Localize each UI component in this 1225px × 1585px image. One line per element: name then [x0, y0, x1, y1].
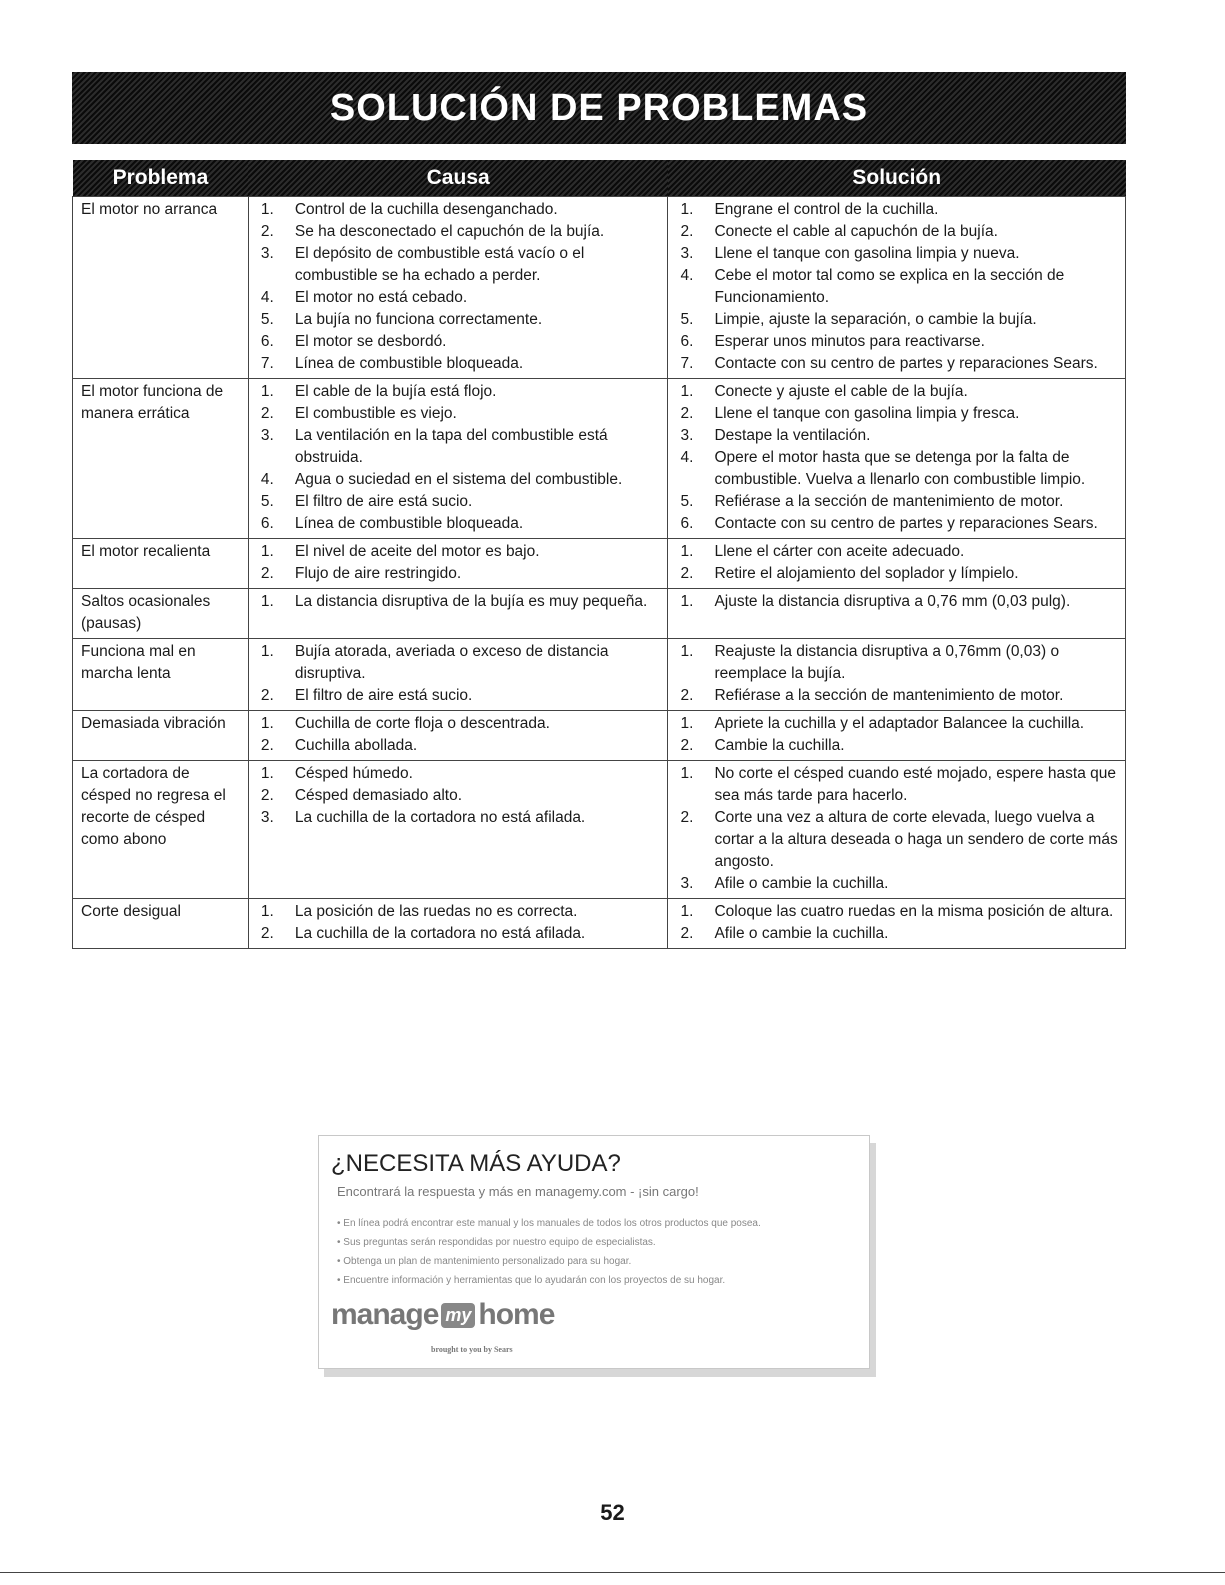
item-number: 7. [260, 355, 274, 372]
page-title: SOLUCIÓN DE PROBLEMAS [329, 86, 869, 129]
item-text: Flujo de aire restringido. [294, 565, 462, 582]
solution-item [676, 641, 1119, 685]
problem-cell: Funciona mal en marcha lenta [73, 639, 249, 711]
item-number: 2. [680, 809, 694, 826]
item-number: 1. [680, 383, 694, 400]
table-row [73, 639, 1126, 711]
header-cause: Causa [248, 160, 668, 197]
item-text: Reajuste la distancia disruptiva a 0,76mm (0,03) o reemplace la bujía. [714, 643, 1060, 682]
problem-cell: La cortadora de césped no regresa el recorte de césped como abono [73, 761, 249, 899]
cause-item [257, 763, 662, 785]
item-number: 6. [260, 333, 274, 350]
item-text: Engrane el control de la cuchilla. [714, 201, 939, 218]
item-text: Conecte y ajuste el cable de la bujía. [714, 383, 968, 400]
item-number: 3. [260, 427, 274, 444]
item-number: 1. [680, 903, 694, 920]
item-text: El combustible es viejo. [294, 405, 457, 422]
bottom-rule [0, 1572, 1225, 1573]
item-number: 1. [680, 543, 694, 560]
item-text: La cuchilla de la cortadora no está afilada. [294, 809, 586, 826]
cause-item [257, 591, 662, 613]
item-number: 1. [680, 765, 694, 782]
solution-item [676, 309, 1119, 331]
item-number: 1. [680, 643, 694, 660]
solution-item [676, 513, 1119, 535]
table-row [73, 761, 1126, 899]
problem-cell: El motor funciona de manera errática [73, 379, 249, 539]
item-number: 1. [260, 765, 274, 782]
item-text: Destape la ventilación. [714, 427, 871, 444]
item-number: 2. [680, 687, 694, 704]
item-number: 2. [680, 223, 694, 240]
managemyhome-logo [331, 1298, 554, 1332]
item-number: 2. [680, 565, 694, 582]
logo-my-badge: my [441, 1303, 475, 1328]
promo-bullet: • Encuentre información y herramientas que lo ayudarán con los proyectos de su hogar. [337, 1275, 726, 1286]
cause-item [257, 309, 662, 331]
item-text: Apriete la cuchilla y el adaptador Balancee la cuchilla. [714, 715, 1085, 732]
cause-item [257, 563, 662, 585]
solution-item [676, 713, 1119, 735]
item-text: Se ha desconectado el capuchón de la bujía. [294, 223, 605, 240]
cause-item [257, 713, 662, 735]
header-problem: Problema [73, 160, 249, 197]
item-number: 3. [680, 875, 694, 892]
cause-item [257, 381, 662, 403]
item-number: 1. [680, 593, 694, 610]
item-text: Esperar unos minutos para reactivarse. [714, 333, 985, 350]
cause-item [257, 353, 662, 375]
item-text: Césped húmedo. [294, 765, 413, 782]
logo-manage-text: manage [331, 1298, 439, 1331]
problem-cell: Corte desigual [73, 899, 249, 949]
item-text: El cable de la bujía está flojo. [294, 383, 497, 400]
item-number: 2. [680, 925, 694, 942]
solution-item [676, 491, 1119, 513]
item-text: No corte el césped cuando esté mojado, espere hasta que sea más tarde para hacerlo. [714, 765, 1116, 804]
cause-item [257, 491, 662, 513]
item-text: Contacte con su centro de partes y reparaciones Sears. [714, 515, 1098, 532]
item-number: 6. [680, 515, 694, 532]
cause-item [257, 425, 662, 469]
solution-item [676, 447, 1119, 491]
item-text: Cambie la cuchilla. [714, 737, 845, 754]
solution-cell [668, 711, 1126, 761]
item-text: Llene el cárter con aceite adecuado. [714, 543, 965, 560]
item-text: Agua o suciedad en el sistema del combustible. [294, 471, 623, 488]
cause-cell [248, 379, 668, 539]
item-text: Cebe el motor tal como se explica en la sección de Funcionamiento. [714, 267, 1065, 306]
item-text: Cuchilla de corte floja o descentrada. [294, 715, 550, 732]
solution-item [676, 403, 1119, 425]
item-number: 5. [260, 493, 274, 510]
cause-item [257, 923, 662, 945]
item-text: La distancia disruptiva de la bujía es muy pequeña. [294, 593, 648, 610]
item-number: 2. [260, 687, 274, 704]
solution-item [676, 353, 1119, 375]
table-row [73, 589, 1126, 639]
item-text: Bujía atorada, averiada o exceso de distancia disruptiva. [294, 643, 609, 682]
promo-bullet: • Obtenga un plan de mantenimiento personalizado para su hogar. [337, 1256, 632, 1267]
cause-item [257, 221, 662, 243]
solution-item [676, 221, 1119, 243]
table-body [73, 197, 1126, 949]
solution-item [676, 923, 1119, 945]
item-text: La ventilación en la tapa del combustible está obstruida. [294, 427, 608, 466]
problem-cell: Demasiada vibración [73, 711, 249, 761]
item-number: 3. [680, 245, 694, 262]
cause-item [257, 685, 662, 707]
table-row [73, 197, 1126, 379]
item-number: 7. [680, 355, 694, 372]
item-number: 2. [680, 405, 694, 422]
item-number: 4. [680, 449, 694, 466]
item-number: 1. [260, 201, 274, 218]
solution-item [676, 199, 1119, 221]
cause-item [257, 735, 662, 757]
solution-item [676, 873, 1119, 895]
item-text: Control de la cuchilla desenganchado. [294, 201, 558, 218]
solution-item [676, 243, 1119, 265]
cause-cell [248, 899, 668, 949]
cause-item [257, 469, 662, 491]
item-number: 4. [680, 267, 694, 284]
item-text: La bujía no funciona correctamente. [294, 311, 543, 328]
item-text: Coloque las cuatro ruedas en la misma posición de altura. [714, 903, 1114, 920]
item-number: 2. [260, 787, 274, 804]
solution-item [676, 331, 1119, 353]
item-number: 5. [260, 311, 274, 328]
table-row [73, 899, 1126, 949]
solution-item [676, 735, 1119, 757]
item-text: Afile o cambie la cuchilla. [714, 875, 889, 892]
item-text: La posición de las ruedas no es correcta. [294, 903, 578, 920]
item-text: Llene el tanque con gasolina limpia y fresca. [714, 405, 1020, 422]
solution-item [676, 563, 1119, 585]
cause-item [257, 287, 662, 309]
promo-title: ¿NECESITA MÁS AYUDA? [331, 1150, 621, 1177]
solution-cell [668, 639, 1126, 711]
cause-item [257, 513, 662, 535]
table-row [73, 539, 1126, 589]
promo-bullets [337, 1214, 761, 1290]
cause-item [257, 331, 662, 353]
item-number: 1. [260, 593, 274, 610]
item-number: 2. [680, 737, 694, 754]
item-text: Línea de combustible bloqueada. [294, 355, 524, 372]
solution-item [676, 763, 1119, 807]
cause-item [257, 785, 662, 807]
item-text: Línea de combustible bloqueada. [294, 515, 524, 532]
item-number: 5. [680, 493, 694, 510]
cause-item [257, 641, 662, 685]
cause-item [257, 541, 662, 563]
cause-item [257, 807, 662, 829]
help-promo-box [318, 1135, 870, 1369]
solution-cell [668, 761, 1126, 899]
promo-bullet: • Sus preguntas serán respondidas por nuestro equipo de especialistas. [337, 1237, 656, 1248]
item-number: 2. [260, 737, 274, 754]
item-text: Cuchilla abollada. [294, 737, 418, 754]
solution-item [676, 807, 1119, 873]
item-number: 4. [260, 289, 274, 306]
item-number: 1. [680, 715, 694, 732]
item-number: 2. [260, 223, 274, 240]
item-text: Opere el motor hasta que se detenga por la falta de combustible. Vuelva a llenarlo con combustible limpio. [714, 449, 1086, 488]
solution-item [676, 685, 1119, 707]
item-number: 1. [680, 201, 694, 218]
problem-cell: El motor recalienta [73, 539, 249, 589]
item-number: 5. [680, 311, 694, 328]
solution-cell [668, 539, 1126, 589]
item-number: 6. [680, 333, 694, 350]
item-number: 1. [260, 903, 274, 920]
solution-cell [668, 197, 1126, 379]
item-text: Césped demasiado alto. [294, 787, 463, 804]
item-number: 6. [260, 515, 274, 532]
item-number: 2. [260, 405, 274, 422]
promo-bullet: • En línea podrá encontrar este manual y los manuales de todos los otros productos que posea. [337, 1218, 761, 1229]
page-number: 52 [600, 1500, 625, 1525]
item-text: Refiérase a la sección de mantenimiento de motor. [714, 687, 1064, 704]
solution-cell [668, 589, 1126, 639]
item-number: 3. [260, 809, 274, 826]
item-text: Conecte el cable al capuchón de la bujía. [714, 223, 998, 240]
solution-item [676, 541, 1119, 563]
cause-cell [248, 639, 668, 711]
item-text: Afile o cambie la cuchilla. [714, 925, 889, 942]
cause-item [257, 199, 662, 221]
item-text: El filtro de aire está sucio. [294, 493, 473, 510]
promo-tagline: brought to you by Sears [431, 1345, 513, 1354]
item-text: El filtro de aire está sucio. [294, 687, 473, 704]
solution-item [676, 901, 1119, 923]
problem-cell: El motor no arranca [73, 197, 249, 379]
header-solution: Solución [668, 160, 1126, 197]
problem-cell: Saltos ocasionales (pausas) [73, 589, 249, 639]
item-number: 2. [260, 565, 274, 582]
item-text: Retire el alojamiento del soplador y límpielo. [714, 565, 1019, 582]
title-banner [72, 72, 1126, 144]
item-text: El depósito de combustible está vacío o el combustible se ha echado a perder. [294, 245, 585, 284]
logo-home-text: home [478, 1298, 555, 1331]
item-text: El motor no está cebado. [294, 289, 468, 306]
promo-subtitle: Encontrará la respuesta y más en managemy.com - ¡sin cargo! [337, 1184, 699, 1199]
item-text: Corte una vez a altura de corte elevada, luego vuelva a cortar a la altura deseada o haga un sendero de corte más angosto. [714, 809, 1118, 870]
item-number: 4. [260, 471, 274, 488]
cause-cell [248, 711, 668, 761]
table-row [73, 379, 1126, 539]
cause-cell [248, 539, 668, 589]
item-text: La cuchilla de la cortadora no está afilada. [294, 925, 586, 942]
item-number: 3. [260, 245, 274, 262]
cause-cell [248, 197, 668, 379]
cause-cell [248, 589, 668, 639]
solution-cell [668, 379, 1126, 539]
item-number: 1. [260, 383, 274, 400]
item-number: 3. [680, 427, 694, 444]
solution-cell [668, 899, 1126, 949]
table-row [73, 711, 1126, 761]
item-text: Limpie, ajuste la separación, o cambie la bujía. [714, 311, 1037, 328]
cause-item [257, 403, 662, 425]
item-number: 1. [260, 715, 274, 732]
solution-item [676, 425, 1119, 447]
table-header-row [73, 160, 1126, 197]
troubleshooting-table [72, 160, 1126, 949]
cause-item [257, 901, 662, 923]
solution-item [676, 265, 1119, 309]
item-text: El nivel de aceite del motor es bajo. [294, 543, 540, 560]
item-text: El motor se desbordó. [294, 333, 447, 350]
item-number: 2. [260, 925, 274, 942]
item-text: Contacte con su centro de partes y reparaciones Sears. [714, 355, 1098, 372]
item-text: Refiérase a la sección de mantenimiento de motor. [714, 493, 1064, 510]
cause-cell [248, 761, 668, 899]
cause-item [257, 243, 662, 287]
item-number: 1. [260, 543, 274, 560]
solution-item [676, 381, 1119, 403]
item-text: Llene el tanque con gasolina limpia y nueva. [714, 245, 1020, 262]
solution-item [676, 591, 1119, 613]
item-number: 1. [260, 643, 274, 660]
item-text: Ajuste la distancia disruptiva a 0,76 mm (0,03 pulg). [714, 593, 1071, 610]
